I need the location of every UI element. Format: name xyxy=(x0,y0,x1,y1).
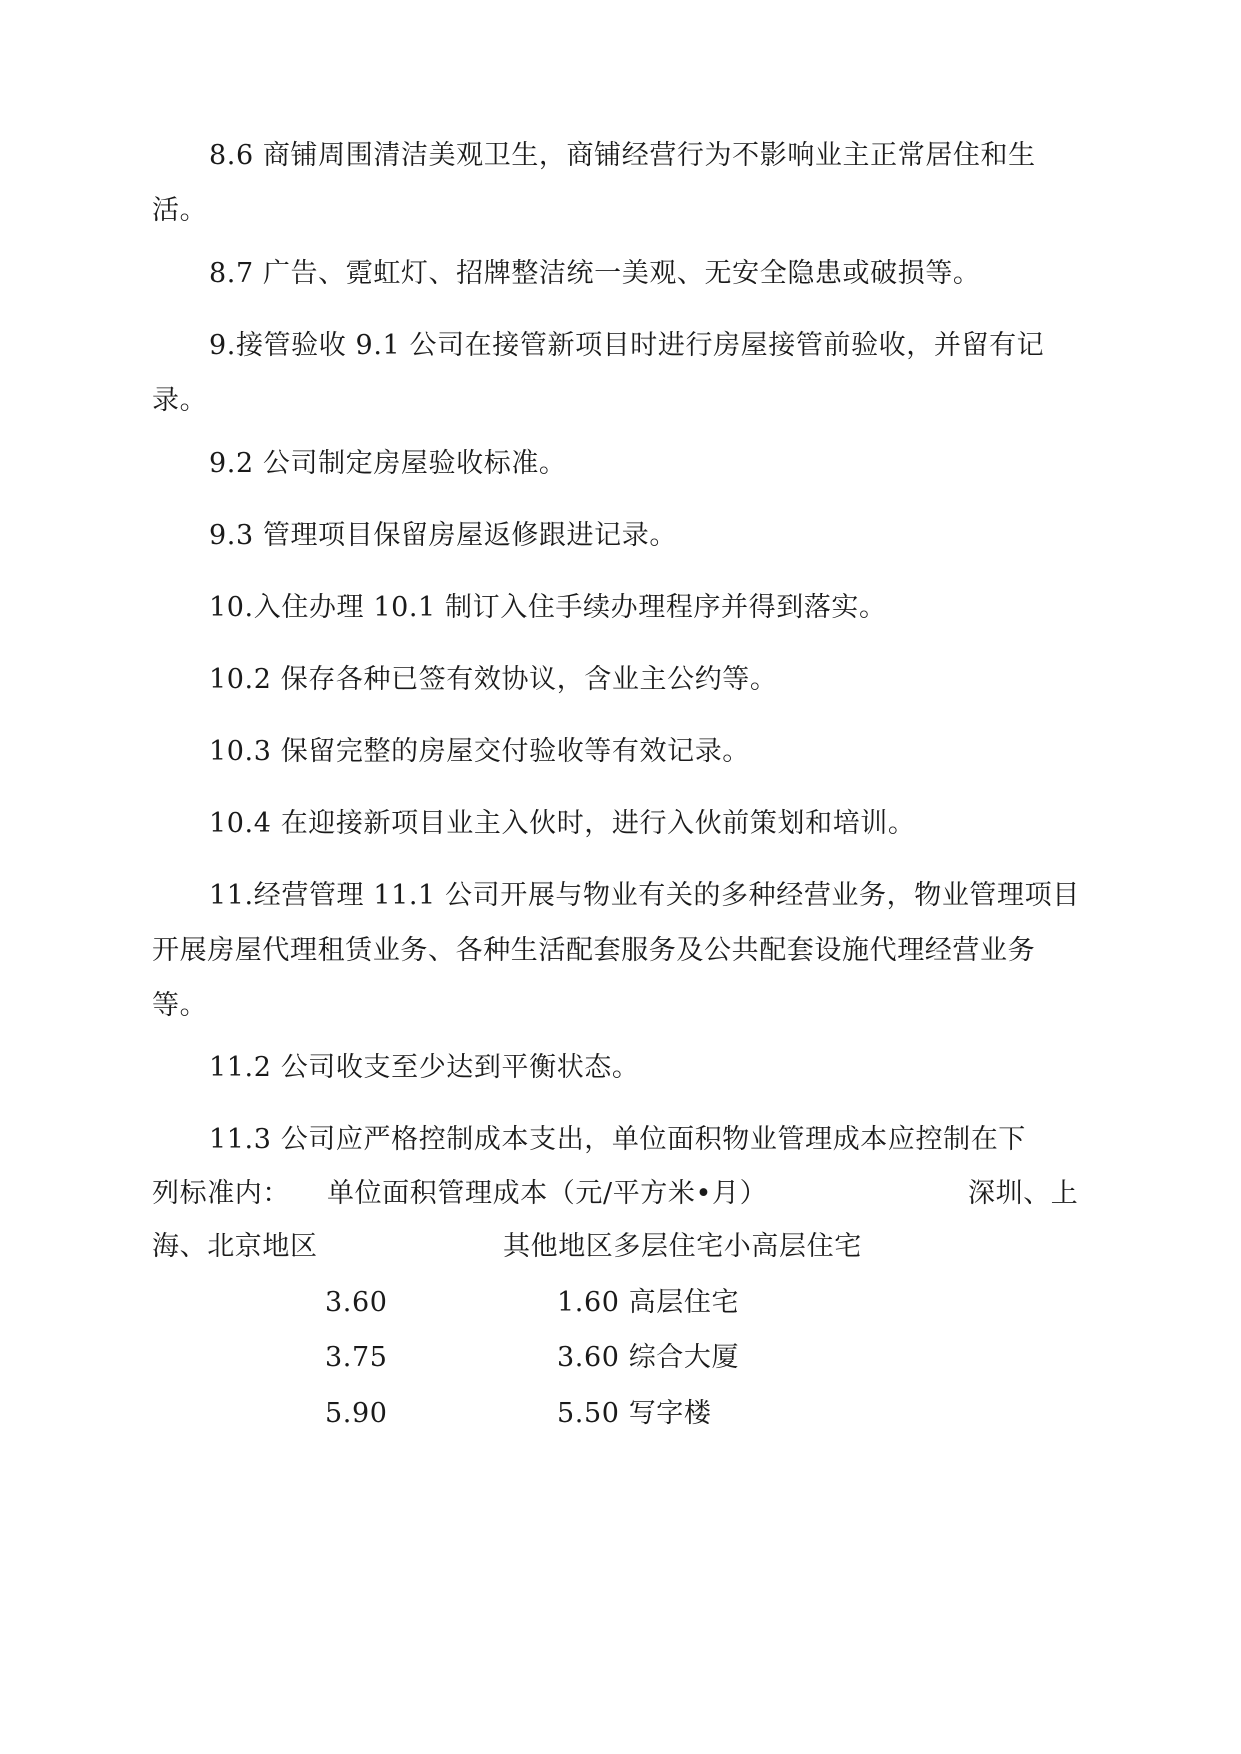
paragraph-9-2 xyxy=(152,436,1087,491)
paragraph-10-1-text: 10.入住办理 10.1 制订入住手续办理程序并得到落实。 xyxy=(209,592,887,623)
cost-table-row-3-col-a: 5.90 xyxy=(325,1398,388,1429)
paragraph-8-6 xyxy=(152,128,1087,238)
paragraph-9-1-text: 9.接管验收 9.1 公司在接管新项目时进行房屋接管前验收，并留有记录。 xyxy=(152,330,1045,416)
cost-table-region-a-part-1: 深圳、上 xyxy=(968,1178,1079,1209)
cost-table-row-1-col-b: 1.60 高层住宅 xyxy=(557,1287,740,1318)
paragraph-10-3-text: 10.3 保留完整的房屋交付验收等有效记录。 xyxy=(209,736,750,767)
paragraph-11-1 xyxy=(152,868,1087,1033)
cost-table-title: 单位面积管理成本（元/平方米•月） xyxy=(327,1178,768,1209)
paragraph-11-1-text: 11.经营管理 11.1 公司开展与物业有关的多种经营业务，物业管理项目开展房屋代理租赁业务、各种生活配套服务及公共配套设施代理经营业务等。 xyxy=(152,880,1080,1021)
paragraph-9-1 xyxy=(152,318,1087,428)
paragraph-8-6-text: 8.6 商铺周围清洁美观卫生，商铺经营行为不影响业主正常居住和生活。 xyxy=(152,140,1036,226)
cost-table-region-b-header: 其他地区多层住宅小高层住宅 xyxy=(503,1231,862,1262)
paragraph-10-1 xyxy=(152,580,1087,635)
paragraph-11-3-line-1: 11.3 公司应严格控制成本支出，单位面积物业管理成本应控制在下 xyxy=(209,1124,1026,1155)
paragraph-8-7-text: 8.7 广告、霓虹灯、招牌整洁统一美观、无安全隐患或破损等。 xyxy=(209,258,981,289)
paragraph-11-2 xyxy=(152,1040,1087,1095)
paragraph-10-2-text: 10.2 保存各种已签有效协议，含业主公约等。 xyxy=(209,664,778,695)
cost-table-region-a-part-2: 海、北京地区 xyxy=(152,1231,318,1262)
cost-table-row-2-col-b: 3.60 综合大厦 xyxy=(557,1342,740,1373)
paragraph-8-7 xyxy=(152,246,1087,301)
cost-table-row-2-col-a: 3.75 xyxy=(325,1342,388,1373)
paragraph-11-3-line-2: 列标准内： xyxy=(152,1178,290,1209)
paragraph-9-3 xyxy=(152,508,1087,563)
paragraph-10-2 xyxy=(152,652,1087,707)
cost-table-row-3-col-b: 5.50 写字楼 xyxy=(557,1398,712,1429)
paragraph-9-2-text: 9.2 公司制定房屋验收标准。 xyxy=(209,448,567,479)
paragraph-10-3 xyxy=(152,724,1087,779)
paragraph-10-4-text: 10.4 在迎接新项目业主入伙时，进行入伙前策划和培训。 xyxy=(209,808,916,839)
paragraph-10-4 xyxy=(152,796,1087,851)
paragraph-11-2-text: 11.2 公司收支至少达到平衡状态。 xyxy=(209,1052,640,1083)
paragraph-9-3-text: 9.3 管理项目保留房屋返修跟进记录。 xyxy=(209,520,677,551)
cost-table-row-1-col-a: 3.60 xyxy=(325,1287,388,1318)
